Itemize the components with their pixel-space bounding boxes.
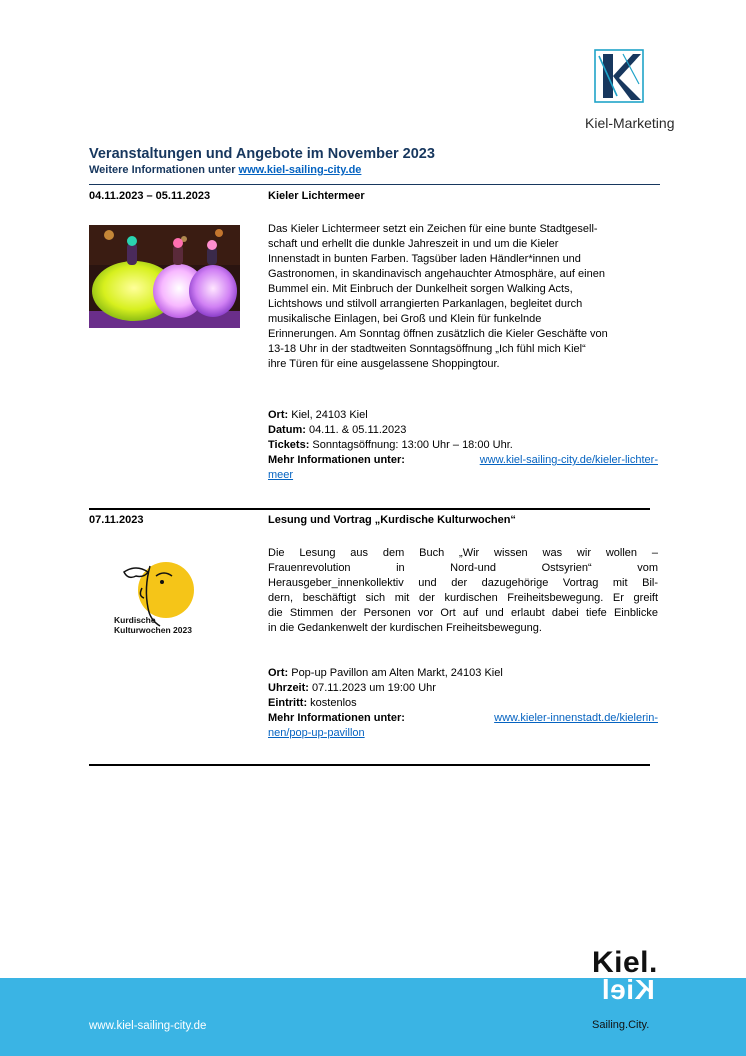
kulturwochen-logo-line1: Kurdische xyxy=(114,615,156,625)
more-info-link-cont[interactable]: meer xyxy=(268,469,294,481)
more-info-link[interactable]: www.kieler-innenstadt.de/kielerin- xyxy=(494,712,658,724)
event-kurdische-kulturwochen xyxy=(89,513,661,763)
heading-divider xyxy=(89,184,660,185)
event-lichtermeer xyxy=(89,189,661,494)
info-time: Uhrzeit: 07.11.2023 um 19:00 Uhr xyxy=(268,682,436,694)
kiel-marketing-logo xyxy=(585,48,680,134)
event-date: 04.11.2023 – 05.11.2023 xyxy=(89,190,211,202)
kulturwochen-logo xyxy=(114,558,224,648)
info-admission: Eintritt: kostenlos xyxy=(268,697,357,709)
more-info-link[interactable]: www.kiel-sailing-city.de/kieler-lichter- xyxy=(479,454,658,466)
page-title: Veranstaltungen und Angebote im November 2023 xyxy=(89,146,435,162)
page-subtitle: Weitere Informationen unter www.kiel-sailing-city.de xyxy=(89,164,362,176)
logo-wordmark: Kiel-Marketing xyxy=(585,115,675,131)
lichtermeer-photo xyxy=(89,225,240,328)
event-info xyxy=(268,408,658,483)
info-tickets: Tickets: Sonntagsöffnung: 13:00 Uhr – 18:00 Uhr. xyxy=(268,439,513,451)
info-location: Ort: Pop-up Pavillon am Alten Markt, 24103 Kiel xyxy=(268,667,503,679)
website-link[interactable]: www.kiel-sailing-city.de xyxy=(238,164,362,176)
event-divider xyxy=(89,508,650,510)
event-date: 07.11.2023 xyxy=(89,514,144,526)
kulturwochen-logo-line2: Kulturwochen 2023 xyxy=(114,625,192,635)
info-more: Mehr Informationen unter: www.kieler-innenstadt.de/kielerin- xyxy=(268,712,658,724)
kiel-tagline: Sailing.City. xyxy=(592,1019,650,1031)
more-info-link-cont[interactable]: nen/pop-up-pavillon xyxy=(268,727,365,739)
event-divider xyxy=(89,764,650,766)
footer-url[interactable]: www.kiel-sailing-city.de xyxy=(89,1020,207,1032)
kiel-logo-mirror: Kiel xyxy=(601,974,655,1005)
info-location: Ort: Kiel, 24103 Kiel xyxy=(268,409,368,421)
event-description: Die Lesung aus dem Buch „Wir wissen was wir wollen – Frauenrevolution in Nord-und Ostsyrien“ vom Herausgeber_innenkollektiv und der dazugehörige Vortrag mit Bil- dern, beschäftigt sich mit der kurdischen Freiheitsbewegung. Er greift die Stimmen der Personen vor Ort auf und erlaubt dabei tiefe Einblicke in die Gedankenwelt der kurdischen Freiheitsbewegung. xyxy=(268,547,658,634)
info-more: Mehr Informationen unter: www.kiel-sailing-city.de/kieler-lichter- xyxy=(268,454,658,466)
k-logo-icon xyxy=(593,48,645,104)
event-description: Das Kieler Lichtermeer setzt ein Zeichen für eine bunte Stadtgesell- schaft und erhellt die dunkle Jahreszeit in und um die Kieler Innenstadt in bunten Farben. Tagsüber laden Händler*innen und Gastronomen, in skandinavisch angehauchter Atmosphäre, auf einen Bummel ein. Mit Einbruch der Dunkelheit sorgen Walking Acts, Lichtshows und stilvoll arrangierten Parkanlagen, begleitet durch musikalische Einlagen, bei Groß und Klein für funkelnde Erinnerungen. Am Sonntag öffnen zusätzlich die Kieler Geschäfte von 13-18 Uhr in der stadtweiten Sonntagsöffnung „Ich fühl mich Kiel“ ihre Türen für eine ausgelassene Shoppingtour. xyxy=(268,223,608,370)
info-date: Datum: 04.11. & 05.11.2023 xyxy=(268,424,407,436)
event-info xyxy=(268,666,658,741)
kiel-logo-word: Kiel. xyxy=(592,946,658,979)
kiel-sailing-city-logo xyxy=(592,947,682,1037)
page-heading xyxy=(89,145,659,178)
event-title: Kieler Lichtermeer xyxy=(268,190,365,202)
event-title: Lesung und Vortrag „Kurdische Kulturwochen“ xyxy=(268,514,516,526)
